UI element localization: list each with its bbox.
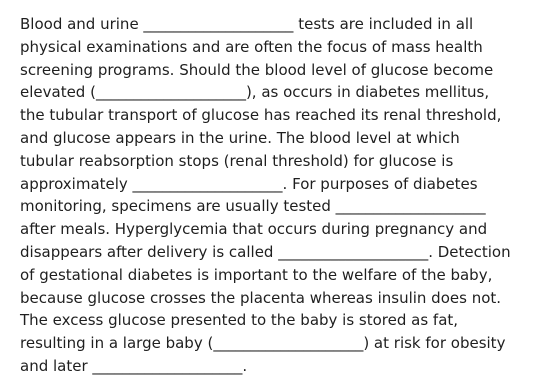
passage-line-2: physical examinations and are often the focus of mass health <box>20 37 483 56</box>
passage-line-6: and glucose appears in the urine. The blood level at which <box>20 128 460 147</box>
passage-line-11: disappears after delivery is called ____________________. Detection <box>20 242 511 261</box>
passage-line-4: elevated (____________________), as occurs in diabetes mellitus, <box>20 83 490 102</box>
passage-line-10: after meals. Hyperglycemia that occurs during pregnancy and <box>20 220 488 239</box>
passage-line-7: tubular reabsorption stops (renal threshold) for glucose is <box>20 151 454 170</box>
passage-line-8: approximately ____________________. For purposes of diabetes <box>20 174 478 193</box>
passage-line-12: of gestational diabetes is important to the welfare of the baby, <box>20 265 493 284</box>
passage-line-13: because glucose crosses the placenta whereas insulin does not. <box>20 288 502 307</box>
passage-line-1: Blood and urine ____________________ tests are included in all <box>20 15 474 33</box>
passage-line-15: resulting in a large baby (____________________) at risk for obesity <box>20 334 506 353</box>
passage-line-14: The excess glucose presented to the baby is stored as fat, <box>20 311 459 330</box>
passage-line-3: screening programs. Should the blood level of glucose become <box>20 60 494 79</box>
passage-line-9: monitoring, specimens are usually tested ____________________ <box>20 197 486 216</box>
passage-line-5: the tubular transport of glucose has reached its renal threshold, <box>20 106 502 125</box>
passage-line-16: and later ____________________. <box>20 356 248 375</box>
fill-in-blank-passage <box>20 13 548 378</box>
